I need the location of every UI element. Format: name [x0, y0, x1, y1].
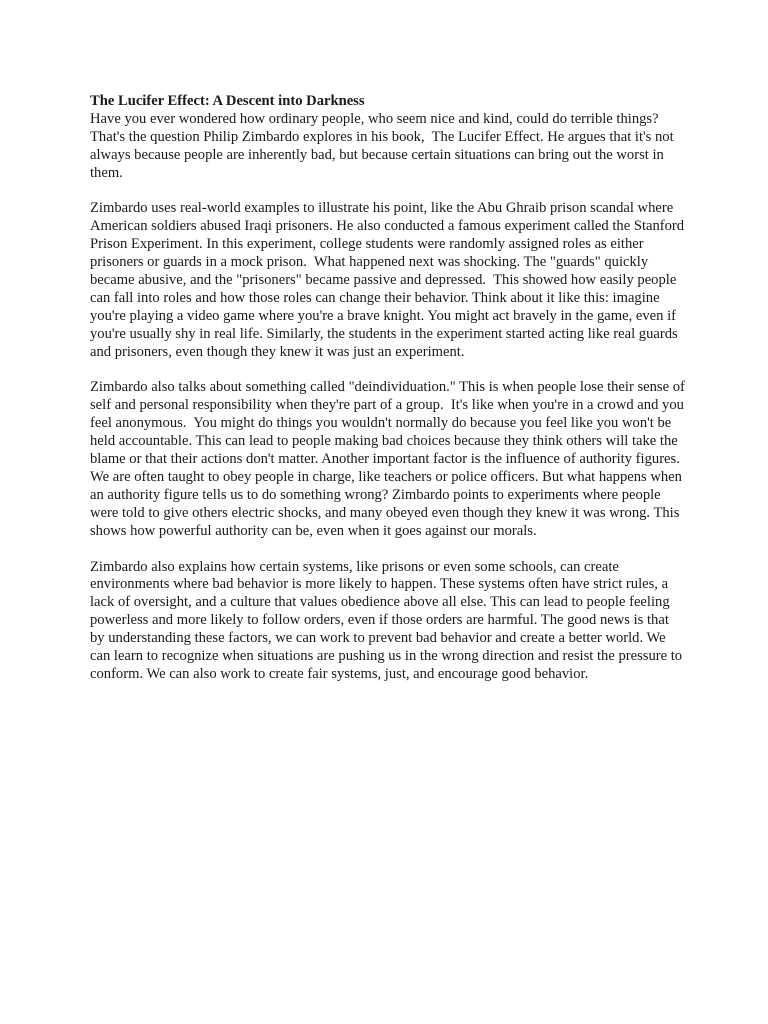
- paragraph-4: Zimbardo also explains how certain systems, like prisons or even some schools, can create environments where bad behavior is more likely to happen. These systems often have strict rules, a lack of oversight, and a culture that values obedience above all else. This can lead to people feeling powerless and more likely to follow orders, even if those orders are harmful. The good news is that by understanding these factors, we can work to prevent bad behavior and create a better world. We can learn to recognize when situations are pushing us in the wrong direction and resist the pressure to conform. We can also work to create fair systems, just, and encourage good behavior.: [90, 558, 686, 682]
- paragraph-1: Have you ever wondered how ordinary people, who seem nice and kind, could do terrible things? That's the question Philip Zimbardo explores in his book, The Lucifer Effect. He argues that it's not always because people are inherently bad, but because certain situations can bring out the worst in them.: [90, 110, 678, 181]
- paragraph-2: Zimbardo uses real-world examples to illustrate his point, like the Abu Ghraib prison scandal where American soldiers abused Iraqi prisoners. He also conducted a famous experiment called the Stanford Prison Experiment. In this experiment, college students were randomly assigned roles as either prisoners or guards in a mock prison. What happened next was shocking. The "guards" quickly became abusive, and the "prisoners" became passive and depressed. This showed how easily people can fall into roles and how those roles can change their behavior. Think about it like this: imagine you're playing a video game where you're a brave knight. You might act bravely in the game, even if you're usually shy in real life. Similarly, the students in the experiment started acting like real guards and prisoners, even though they knew it was just an experiment.: [90, 200, 688, 360]
- document-page: [90, 93, 689, 702]
- document-title: The Lucifer Effect: A Descent into Darkness: [90, 93, 365, 109]
- paragraph-3: Zimbardo also talks about something called "deindividuation." This is when people lose their sense of self and personal responsibility when they're part of a group. It's like when you're in a crowd and you feel anonymous. You might do things you wouldn't normally do because you feel like you won't be held accountable. This can lead to people making bad choices because they think others will take the blame or that their actions don't matter. Another important factor is the influence of authority figures. We are often taught to obey people in charge, like teachers or police officers. But what happens when an authority figure tells us to do something wrong? Zimbardo points to experiments where people were told to give others electric shocks, and many obeyed even though they knew it was wrong. This shows how powerful authority can be, even when it goes against our morals.: [90, 379, 689, 539]
